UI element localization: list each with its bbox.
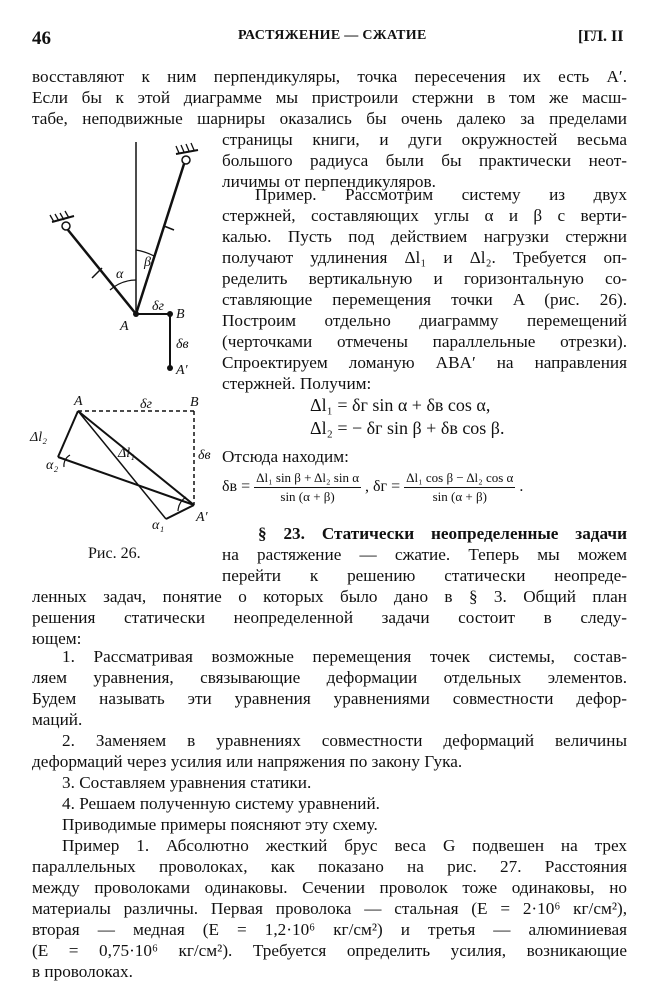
text-line: страницы книги, и дуги окружностей весьма	[222, 130, 627, 149]
text-line: стержней, составляющих углы α и β с верти-	[222, 206, 627, 225]
text-line: калью. Пусть под действием нагрузки стержни	[222, 227, 627, 246]
text-line: между проволоками одинаковы. Сечении проволок тоже одинаковы, но	[32, 878, 627, 897]
text-line: перейти к решению статически неопреде-	[222, 566, 627, 585]
text-line: материалы различны. Первая проволока — стальная (E = 2·10⁶ кг/см²),	[32, 899, 627, 918]
text-line: в проволоках.	[32, 962, 133, 981]
page-number: 46	[32, 28, 51, 49]
label-a: A	[74, 395, 83, 409]
label-delta-g: δг	[140, 397, 152, 412]
text-line: ляем уравнения, связывающие деформации отдельных элементов.	[32, 668, 627, 687]
text-line: решения статически неопределенной задачи состоит в следу-	[32, 608, 627, 627]
label-delta-v: δв	[176, 337, 189, 352]
text-line: Будем называть эти уравнения уравнениями совместности дефор-	[32, 689, 627, 708]
formula-end: .	[519, 478, 524, 496]
text-line: ределить вертикальную и горизонтальную со-	[222, 269, 627, 288]
point-a-prime	[167, 365, 173, 371]
label-a: A	[120, 319, 129, 334]
delta-v-fraction	[254, 470, 361, 505]
delta-g-lhs: δг =	[373, 478, 401, 496]
label-a1: α₁	[152, 518, 165, 533]
text-line: стержней. Получим:	[222, 374, 372, 393]
label-dl2: Δl₂	[30, 430, 47, 445]
text-line: ющем:	[32, 629, 82, 648]
fraction-numerator: Δl₁ cos β − Δl₂ cos α	[404, 470, 515, 488]
section-heading: § 23. Статически неопределенные задачи	[258, 524, 627, 543]
text-line: Если бы к этой диаграмме мы пристроили стержни в том же масш-	[32, 88, 627, 107]
equation-1: Δl₁ = δг sin α + δв cos α,	[310, 395, 491, 415]
fraction-numerator: Δl₁ sin β + Δl₂ sin α	[254, 470, 361, 488]
delta-g-fraction	[404, 470, 515, 505]
point-b	[167, 311, 173, 317]
text-line: 4. Решаем полученную систему уравнений.	[62, 794, 380, 813]
text-line: ленных задач, понятие о которых было дано в § 3. Общий план	[32, 587, 627, 606]
bar-2	[136, 164, 184, 314]
perpendicular-2	[58, 457, 194, 505]
text-line: маций.	[32, 710, 83, 729]
label-delta-g: δг	[152, 299, 164, 314]
label-alpha: α	[116, 267, 124, 282]
text-line: Спроектируем ломаную ABA′ на направления	[222, 353, 627, 372]
label-a-prime: A′	[196, 510, 208, 525]
tick-mark	[164, 226, 174, 230]
text-line: Пример. Рассмотрим систему из двух	[255, 185, 627, 204]
equation-2: Δl₂ = − δг sin β + δв cos β.	[310, 418, 505, 438]
text-line: (E = 0,75·10⁶ кг/см²). Требуется определить усилия, возникающие	[32, 941, 627, 960]
hinge-right	[182, 156, 190, 164]
text-line: Построим отдельно диаграмму перемещений	[222, 311, 627, 330]
segment-dl2	[58, 411, 78, 457]
support-right	[176, 150, 198, 154]
fraction-denominator: sin (α + β)	[280, 489, 335, 504]
solution-formula	[222, 470, 523, 505]
label-beta: β	[144, 255, 151, 270]
text-line: восставляют к ним перпендикуляры, точка пересечения их есть A′.	[32, 67, 627, 86]
figure-caption: Рис. 26.	[88, 545, 141, 562]
text-line: параллельных проволоках, как показано на рис. 27. Расстояния	[32, 857, 627, 876]
text-line: на растяжение — сжатие. Теперь мы можем	[222, 545, 627, 564]
text-line: ставляющие перемещения точки A (рис. 26).	[222, 290, 627, 309]
label-a2: α₂	[46, 458, 59, 473]
delta-v-lhs: δв =	[222, 478, 251, 496]
perpendicular-1	[166, 505, 194, 519]
vector-a-a-prime	[78, 411, 194, 505]
text-line: 3. Составляем уравнения статики.	[62, 773, 312, 792]
text-line: Приводимые примеры поясняют эту схему.	[62, 815, 378, 834]
text-line: 1. Рассматривая возможные перемещения точек системы, состав-	[62, 647, 627, 666]
label-delta-v: δв	[198, 448, 211, 463]
text-line: (черточками отмечены параллельные отрезки).	[222, 332, 627, 351]
label-b: B	[176, 307, 185, 322]
tick-mark	[92, 268, 102, 278]
text-line: 2. Заменяем в уравнениях совместности деформаций величины	[62, 731, 627, 750]
hinge-left	[62, 222, 70, 230]
label-b: B	[190, 395, 199, 410]
formula-separator: ,	[365, 478, 370, 496]
truss-diagram	[40, 130, 220, 390]
point-a	[133, 311, 139, 317]
label-dl1: Δl₁	[118, 446, 135, 461]
text-line: большого радиуса были бы практически неот-	[222, 151, 627, 170]
text-line: личимы от перпендикуляров.	[222, 172, 436, 191]
text-line: вторая — медная (E = 1,2·10⁶ кг/см²) и третья — алюминиевая	[32, 920, 627, 939]
text-line: Пример 1. Абсолютно жесткий брус веса G подвешен на трех	[62, 836, 627, 855]
chapter-marker: [ГЛ. II	[578, 28, 624, 45]
label-a-prime: A′	[176, 363, 188, 378]
text-line: табе, неподвижные шарниры оказались бы очень далеко за пределами	[32, 109, 627, 128]
text-line: Отсюда находим:	[222, 447, 349, 466]
displacement-diagram	[28, 395, 218, 535]
text-line: деформаций через усилия или напряжения по закону Гука.	[32, 752, 463, 771]
bar-1	[68, 230, 136, 314]
segment-dl1	[78, 411, 166, 519]
fraction-denominator: sin (α + β)	[432, 489, 487, 504]
running-title: РАСТЯЖЕНИЕ — СЖАТИЕ	[238, 28, 427, 43]
text-line: получают удлинения Δl₁ и Δl₂. Требуется оп-	[222, 248, 627, 267]
